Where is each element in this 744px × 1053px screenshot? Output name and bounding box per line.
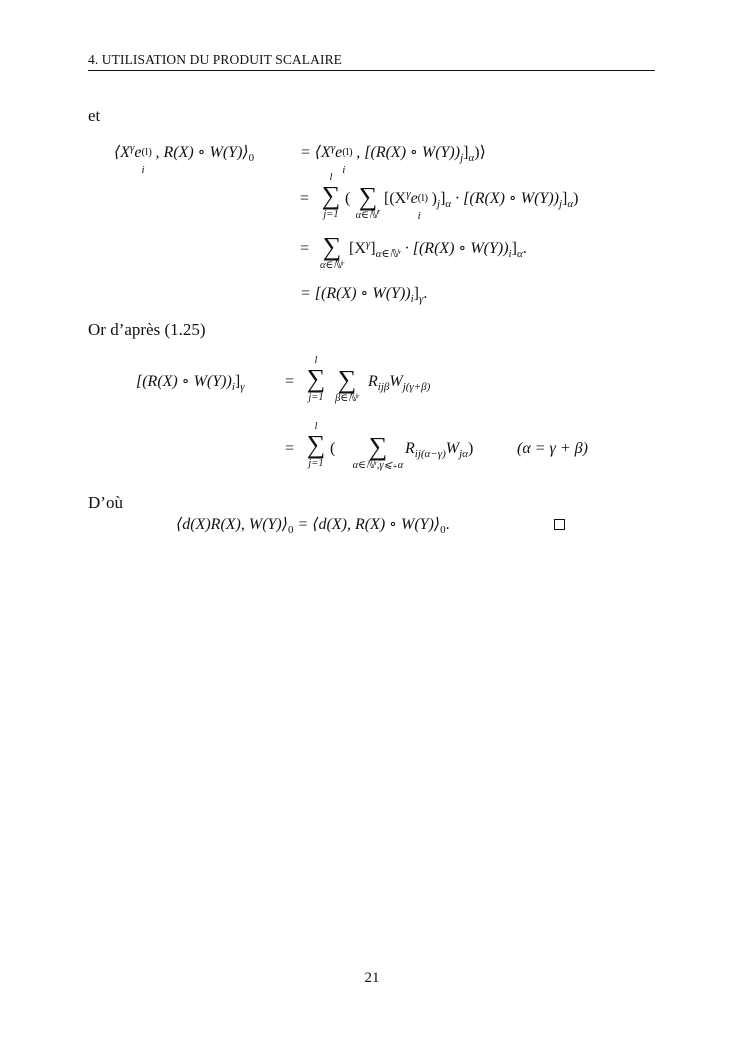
eq2-line2-equals: =: [285, 440, 295, 457]
eq2-lhs: [(R(X) ∘ $W(Y))_i]_\gamma$: [136, 373, 245, 393]
running-title: 4. UTILISATION DU PRODUIT SCALAIRE: [88, 52, 343, 67]
eq1-line3-equals: =: [300, 240, 310, 257]
running-header: [88, 52, 655, 71]
equation-3: ⟨d(X)R(X), $W(Y)⟩_0$ = ⟨d(X), R(X) ∘ $W(Y)⟩_0$.: [176, 516, 450, 536]
eq1-rhs-line1: = $⟨X^\gamma e$ (l) i , [(R(X) ∘ $W(Y))_j]_\alpha)⟩$: [300, 142, 486, 176]
eq1-line2-terms: [($X^\gamma e$ (l) i )$_j]_\alpha \cdot [(R(X)$ ∘ $W(Y))_j]_\alpha$): [384, 188, 579, 222]
eq2-equals: =: [285, 373, 295, 390]
page-number: 21: [364, 970, 380, 986]
eq1-lhs: $⟨X^\gamma e$ (l) i , R(X) ∘ $W(Y)⟩_0$: [114, 142, 255, 176]
eq1-line2-paren: (: [345, 190, 351, 207]
sum-j-operator: l ∑ j=1: [321, 172, 341, 220]
eq2-sum-alpha-operator: ∑ α∈ℕʳ,γ⩽₊α: [352, 432, 404, 471]
eq2-sum-j-operator: l ∑ j=1: [306, 355, 326, 403]
eq2-line2-paren: (: [330, 440, 336, 457]
eq2-sum-beta-operator: ∑ β∈ℕʳ: [335, 365, 359, 404]
eq1-line2-equals: =: [300, 190, 310, 207]
sum-alpha-operator-2: ∑ α∈ℕʳ: [319, 232, 345, 271]
qed-square-icon: [554, 519, 565, 530]
text-et: et: [88, 106, 101, 125]
eq1-line4: = [(R(X) ∘ $W(Y))_i]_\gamma$.: [300, 285, 428, 305]
text-dou: D’où: [88, 493, 123, 512]
eq2-line2-sum-j: l ∑ j=1: [306, 421, 326, 469]
eq2-term2: $R_{ij(\alpha-\gamma)}W_{j\alpha}$): [405, 440, 474, 460]
text-or-dapres: Or d’après (1.25): [88, 320, 206, 339]
eq1-line3-terms: $[X^\gamma]_{\alpha\in ℕʳ} \cdot [(R(X)$ ∘ $W(Y))_i]_\alpha$.: [349, 238, 527, 260]
eq2-term1: $R_{ij\beta}W_{j(\gamma+\beta)}$: [368, 373, 431, 393]
eq2-condition: (α = γ + β): [517, 440, 588, 457]
sum-alpha-operator: ∑ α∈ℕ$^r$: [355, 182, 381, 221]
